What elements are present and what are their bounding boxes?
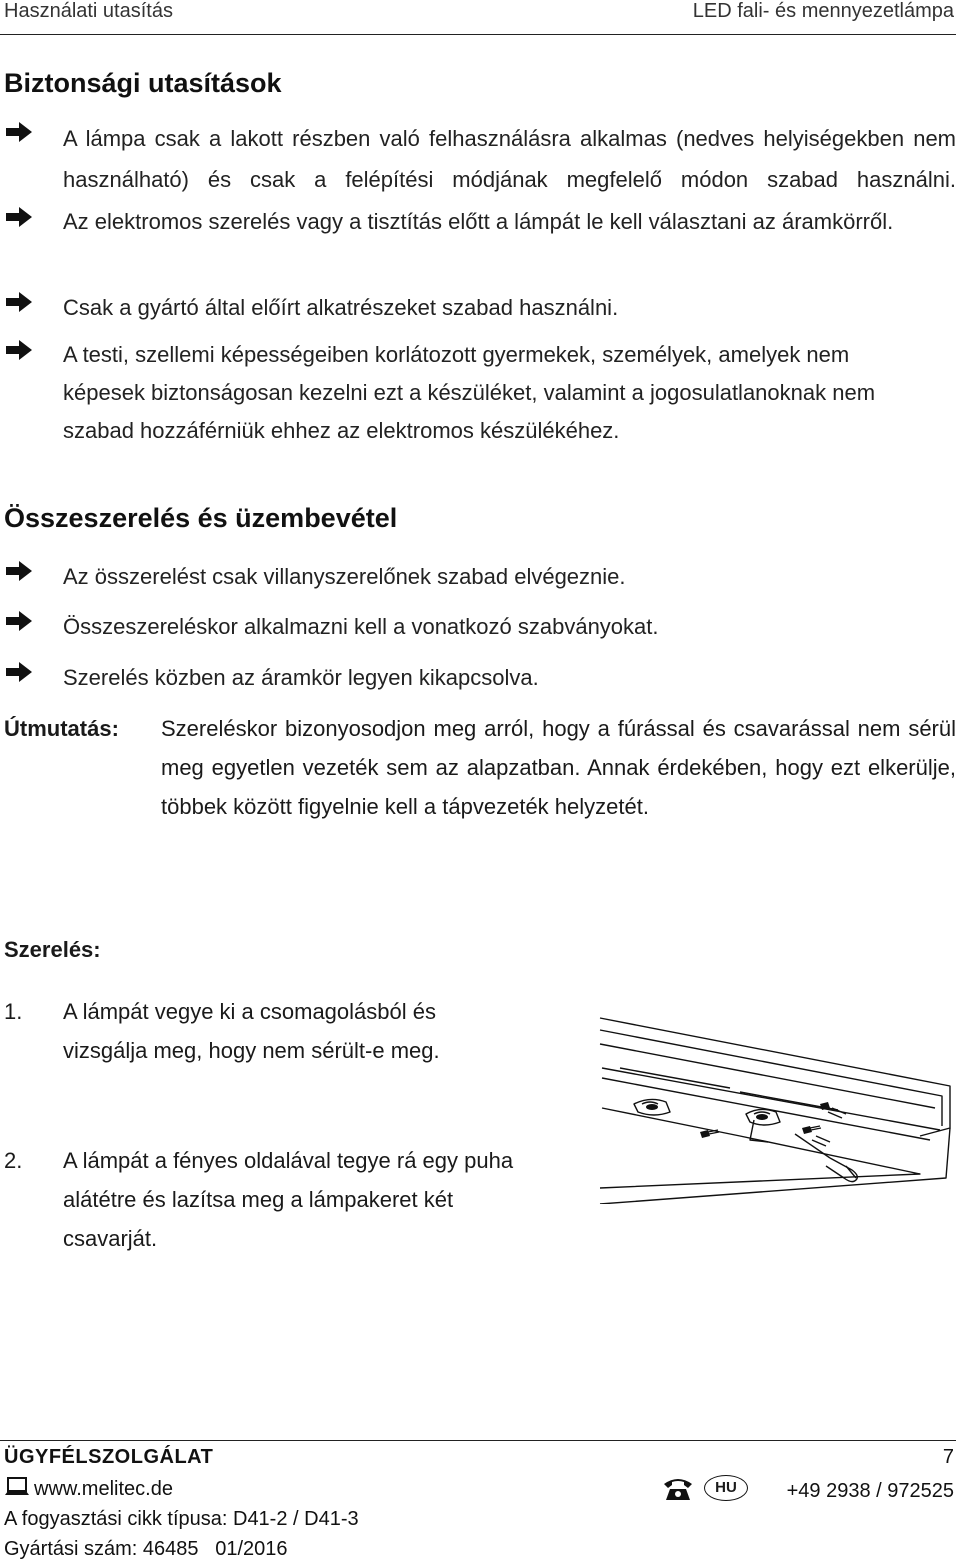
phone-number: +49 2938 / 972525 xyxy=(786,1480,954,1502)
mounting-heading: Szerelés: xyxy=(4,937,101,962)
telephone-icon xyxy=(662,1476,694,1502)
website-link[interactable]: www.melitec.de xyxy=(34,1478,173,1500)
list-item xyxy=(4,118,956,200)
step-text: A lámpát a fényes oldalával tegye rá egy puha alátétre és lazítsa meg a lámpakeret két csavarját. xyxy=(63,1148,514,1251)
arrow-right-icon xyxy=(4,120,34,144)
list-item-text: A testi, szellemi képességeiben korlátozott gyermekek, személyek, amelyek nem képesek biztonságosan kezelni ezt a készüléket, valamint a jogosulatlanoknak nem szabad hozzáférniük ehhez az elektromos készülékéhez. xyxy=(63,342,876,443)
arrow-right-icon xyxy=(4,290,34,314)
arrow-right-icon xyxy=(4,205,34,229)
country-code: HU xyxy=(715,1479,737,1496)
step-number: 1. xyxy=(4,999,23,1024)
list-item xyxy=(4,203,956,240)
list-item-text: Az elektromos szerelés vagy a tisztítás előtt a lámpát le kell választani az áramkörről. xyxy=(63,209,894,234)
header-left: Használati utasítás xyxy=(4,0,173,22)
list-item xyxy=(4,557,956,597)
footer-service: ÜGYFÉLSZOLGÁLAT xyxy=(4,1446,214,1468)
list-item xyxy=(4,658,956,698)
installation-note xyxy=(4,709,956,826)
note-text: Szereléskor bizonyosodjon meg arról, hogy a fúrással és csavarással nem sérül meg egyetlen vezeték sem az alapzatban. Annak érdekében, hogy ezt elkerülje, többek között figyelnie kell a tápvezeték helyzetét. xyxy=(161,716,956,819)
page-header xyxy=(0,0,960,36)
lamp-frame-illustration xyxy=(590,1008,956,1204)
list-item-text: A lámpa csak a lakott részben való felhasználásra alkalmas (nedves helyiségekben nem használható) és csak a felépítési módjának megfelelő módon szabad használni. xyxy=(63,126,956,192)
step-number: 2. xyxy=(4,1148,23,1173)
section-title-assembly: Összeszerelés és üzembevétel xyxy=(4,503,398,533)
note-label: Útmutatás: xyxy=(4,716,119,741)
laptop-icon xyxy=(4,1476,30,1498)
arrow-right-icon xyxy=(4,660,34,684)
arrow-right-icon xyxy=(4,609,34,633)
list-item-text: Az összerelést csak villanyszerelőnek szabad elvégeznie. xyxy=(63,564,626,589)
list-item-text: Szerelés közben az áramkör legyen kikapcsolva. xyxy=(63,665,539,690)
section-title-safety: Biztonsági utasítások xyxy=(4,68,282,98)
list-item-text: Csak a gyártó által előírt alkatrészeket szabad használni. xyxy=(63,295,619,320)
page-number: 7 xyxy=(942,1446,954,1468)
arrow-right-icon xyxy=(4,559,34,583)
list-item xyxy=(4,336,956,450)
country-badge xyxy=(704,1475,748,1501)
header-right: LED fali- és mennyezetlámpa xyxy=(692,0,954,22)
mounting-step xyxy=(4,992,564,1070)
list-item-text: Összeszereléskor alkalmazni kell a vonatkozó szabványokat. xyxy=(63,614,659,639)
arrow-right-icon xyxy=(4,338,34,362)
model-number: A fogyasztási cikk típusa: D41-2 / D41-3 xyxy=(4,1508,359,1530)
mounting-step xyxy=(4,1141,564,1258)
footer-divider xyxy=(0,1440,956,1441)
step-text: A lámpát vegye ki a csomagolásból és vizsgálja meg, hogy nem sérült-e meg. xyxy=(63,999,440,1063)
list-item xyxy=(4,607,956,647)
header-divider xyxy=(0,34,956,35)
serial-number: Gyártási szám: 46485 01/2016 xyxy=(4,1538,288,1560)
list-item xyxy=(4,288,956,328)
